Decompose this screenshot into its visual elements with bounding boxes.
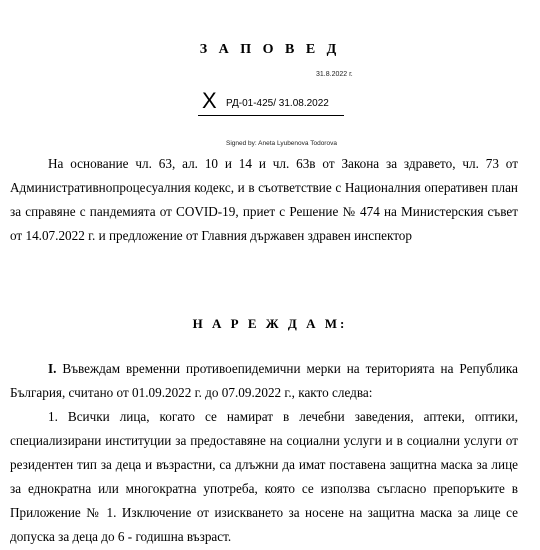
section-one-paragraph [10,357,518,405]
document-title: З А П О В Е Д [199,42,341,57]
order-heading: Н А Р Е Ж Д А М: [192,316,348,331]
signature-date: 31.8.2022 г. [316,71,353,78]
signature-line [198,115,344,116]
section-one-text: Въвеждам временни противоепидемични мерки на територията на Република България, считано от 01.09.2022 г. до 07.09.2022 г., както следва: [10,361,518,400]
basis-paragraph: На основание чл. 63, ал. 10 и 14 и чл. 63в от Закона за здравето, чл. 73 от Административнопроцесуалния кодекс, и в съответствие с Националния оперативен план за справяне с пандемията от COVID-19, приет с Решение № 474 на Министерския съвет от 14.07.2022 г. и предложение от Главния държавен здравен инспектор [10,156,518,243]
item-one-paragraph: 1. Всички лица, когато се намират в лечебни заведения, аптеки, оптики, специализирани институции за предоставяне на социални услуги и в социални услуги от резидентен тип за деца и възрастни, са длъжни да имат поставена защитна маска за лице за еднократна или многократна употреба, която се използва съгласно препоръките в Приложение № 1. Изключение от изискването за носене на защитна маска за лице се допуска за деца до 6 - годишна възраст. [10,409,518,544]
order-number: РД-01-425/ 31.08.2022 [226,98,329,109]
signed-by-text: Signed by: Aneta Lyubenova Todorova [226,140,337,147]
section-one-numeral: I. [48,361,57,376]
signature-mark: X [202,88,217,113]
